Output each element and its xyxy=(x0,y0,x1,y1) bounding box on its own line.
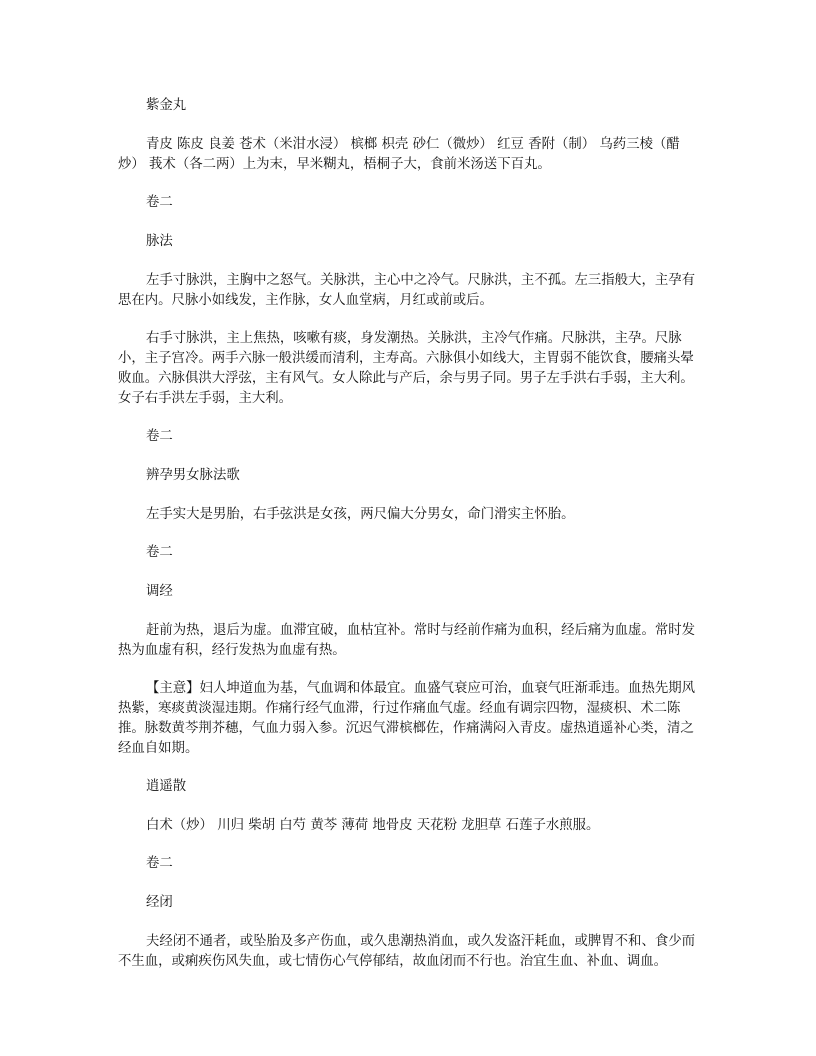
volume-heading: 卷二 xyxy=(146,195,173,210)
recipe-ingredients: 白术（炒） 川归 柴胡 白芍 黄芩 薄荷 地骨皮 天花粉 龙胆草 石莲子水煎服。 xyxy=(146,818,600,833)
recipe-ingredients: 青皮 陈皮 良姜 苍术（米泔水浸） 槟榔 枳壳 砂仁（微炒） 红豆 香附（制） 乌药三棱（醋炒） 莪术（各二两）上为末，早米糊丸，梧桐子大，食前米汤送下百丸。 xyxy=(118,137,680,172)
section-heading: 经闭 xyxy=(146,895,173,910)
recipe-title: 逍遥散 xyxy=(146,779,187,794)
volume-heading: 卷二 xyxy=(146,856,173,871)
recipe-title: 紫金丸 xyxy=(146,98,187,113)
body-paragraph: 夫经闭不通者，或坠胎及多产伤血，或久患潮热消血，或久发盗汗耗血，或脾胃不和、食少而不生血，或痢疾伤风失血，或七情伤心气停郁结，故血闭而不行也。治宜生血、补血、调血。 xyxy=(118,934,696,969)
section-heading: 调经 xyxy=(146,584,173,599)
document-page xyxy=(118,96,698,990)
body-paragraph: 右手寸脉洪，主上焦热，咳嗽有痰，身发潮热。关脉洪，主冷气作痛。尺脉洪，主孕。尺脉小，主子宫冷。两手六脉一般洪缓而清利，主寿高。六脉俱小如线大，主胃弱不能饮食，腰痛头晕败血。六脉俱洪大浮弦，主有风气。女人除此与产后，余与男子同。男子左手洪右手弱，主大利。女子右手洪左手弱，主大利。 xyxy=(118,331,694,406)
section-heading: 脉法 xyxy=(146,234,173,249)
body-paragraph: 赶前为热，退后为虚。血滞宜破，血枯宜补。常时与经前作痛为血积，经后痛为血虚。常时发热为血虚有积，经行发热为血虚有热。 xyxy=(118,623,696,658)
volume-heading: 卷二 xyxy=(146,545,173,560)
body-paragraph: 左手寸脉洪，主胸中之怒气。关脉洪，主心中之冷气。尺脉洪，主不孤。左三指般大，主孕有思在内。尺脉小如线发，主作脉，女人血堂病，月红或前或后。 xyxy=(118,273,696,308)
section-heading: 辨孕男女脉法歌 xyxy=(146,468,240,483)
body-paragraph: 【主意】妇人坤道血为基，气血调和体最宜。血盛气衰应可治，血衰气旺渐乖违。血热先期风热紫，寒痰黄淡湿违期。作痛行经气血滞，行过作痛血气虚。经血有调宗四物，湿痰枳、术二陈推。脉数黄芩荆芥穗，气血力弱入参。沉迟气滞槟榔佐，作痛满闷入青皮。虚热逍遥补心类，清之经血自如期。 xyxy=(118,681,696,756)
volume-heading: 卷二 xyxy=(146,429,173,444)
body-paragraph: 左手实大是男胎，右手弦洪是女孩，两尺偏大分男女，命门滑实主怀胎。 xyxy=(146,507,575,522)
